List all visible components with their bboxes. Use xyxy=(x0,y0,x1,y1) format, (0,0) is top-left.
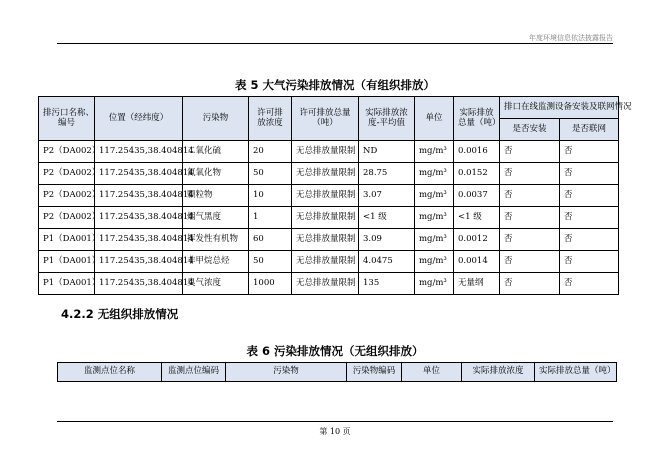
cell-unit: mg/m³ xyxy=(415,185,454,207)
cell-pollutant: 挥发性有机物 xyxy=(183,229,249,251)
cell-outlet: P2（DA002） xyxy=(39,141,95,163)
cell-unit: mg/m³ xyxy=(415,141,454,163)
table-row xyxy=(39,185,619,207)
table-row xyxy=(39,163,619,185)
cell-allowed-total: 无总排放量限制 xyxy=(292,207,359,229)
cell-actual-conc: 4.0475 xyxy=(359,251,415,273)
header-pollutant: 污染物 xyxy=(183,97,249,141)
header-actual-conc: 实际排放浓 度-平均值 xyxy=(359,97,415,141)
footer-rule xyxy=(57,421,613,422)
cell-outlet: P2（DA002） xyxy=(39,185,95,207)
cell-pollutant: 臭气浓度 xyxy=(183,273,249,295)
cell-pollutant: 非甲烷总烃 xyxy=(183,251,249,273)
header-location: 位置（经纬度） xyxy=(95,97,183,141)
cell-unit: mg/m³ xyxy=(415,251,454,273)
cell-allowed-total: 无总排放量限制 xyxy=(292,141,359,163)
cell-networked: 否 xyxy=(560,185,619,207)
cell-allowed-conc: 60 xyxy=(249,229,292,251)
cell-pollutant: 二氧化硫 xyxy=(183,141,249,163)
cell-networked: 否 xyxy=(560,141,619,163)
header-monitor-point-name: 监测点位名称 xyxy=(58,363,162,382)
header-rule xyxy=(57,43,613,44)
cell-unit: mg/m³ xyxy=(415,273,454,295)
cell-allowed-total: 无总排放量限制 xyxy=(292,251,359,273)
cell-actual-total: 0.0012 xyxy=(454,229,500,251)
cell-installed: 否 xyxy=(500,229,560,251)
header-outlet: 排污口名称、 编号 xyxy=(39,97,95,141)
cell-outlet: P2（DA002） xyxy=(39,207,95,229)
cell-installed: 否 xyxy=(500,207,560,229)
cell-networked: 否 xyxy=(560,207,619,229)
cell-outlet: P1（DA001） xyxy=(39,229,95,251)
cell-location: 117.25435,38.404814 xyxy=(95,185,183,207)
cell-location: 117.25435,38.404814 xyxy=(95,273,183,295)
header-networked: 是否联网 xyxy=(560,119,619,141)
cell-allowed-conc: 50 xyxy=(249,251,292,273)
cell-networked: 否 xyxy=(560,163,619,185)
cell-allowed-total: 无总排放量限制 xyxy=(292,163,359,185)
header-pollutant: 污染物 xyxy=(226,363,347,382)
table-row xyxy=(39,207,619,229)
cell-location: 117.25435,38.404814 xyxy=(95,251,183,273)
cell-installed: 否 xyxy=(500,185,560,207)
cell-pollutant: 氮氧化物 xyxy=(183,163,249,185)
cell-location: 117.25435,38.404814 xyxy=(95,163,183,185)
cell-installed: 否 xyxy=(500,251,560,273)
cell-actual-total: 0.0016 xyxy=(454,141,500,163)
cell-pollutant: 颗粒物 xyxy=(183,185,249,207)
cell-unit: mg/m³ xyxy=(415,207,454,229)
header-allowed-total: 许可排放总量 （吨） xyxy=(292,97,359,141)
cell-unit: mg/m³ xyxy=(415,229,454,251)
cell-allowed-conc: 20 xyxy=(249,141,292,163)
table-row xyxy=(39,141,619,163)
cell-actual-conc: <1 级 xyxy=(359,207,415,229)
cell-location: 117.25435,38.404814 xyxy=(95,141,183,163)
header-installed: 是否安装 xyxy=(500,119,560,141)
table5-caption: 表 5 大气污染排放情况（有组织排放） xyxy=(234,78,435,92)
cell-pollutant: 烟气黑度 xyxy=(183,207,249,229)
cell-networked: 否 xyxy=(560,229,619,251)
cell-networked: 否 xyxy=(560,273,619,295)
cell-actual-conc: 28.75 xyxy=(359,163,415,185)
unorganized-emission-table xyxy=(57,362,617,382)
cell-outlet: P1（DA001） xyxy=(39,273,95,295)
header-monitoring: 排口在线监测设备安装及联网情况 xyxy=(500,97,619,119)
cell-actual-total: 无量纲 xyxy=(454,273,500,295)
cell-networked: 否 xyxy=(560,251,619,273)
page-number: 第 10 页 xyxy=(319,427,351,436)
cell-allowed-conc: 1 xyxy=(249,207,292,229)
cell-actual-conc: 3.07 xyxy=(359,185,415,207)
cell-actual-conc: 135 xyxy=(359,273,415,295)
cell-location: 117.25435,38.404814 xyxy=(95,207,183,229)
table6-caption: 表 6 污染排放情况（无组织排放） xyxy=(246,344,424,358)
air-pollution-organized-table xyxy=(38,96,632,295)
cell-unit: mg/m³ xyxy=(415,163,454,185)
table-row xyxy=(39,251,619,273)
cell-actual-total: <1 级 xyxy=(454,207,500,229)
header-actual-conc: 实际排放浓度 xyxy=(462,363,535,382)
header-unit: 单位 xyxy=(415,97,454,141)
cell-allowed-conc: 1000 xyxy=(249,273,292,295)
cell-actual-conc: 3.09 xyxy=(359,229,415,251)
header-monitor-point-code: 监测点位编码 xyxy=(162,363,226,382)
page-header-title: 年度环境信息依法披露报告 xyxy=(529,34,613,42)
cell-allowed-total: 无总排放量限制 xyxy=(292,229,359,251)
section-heading-4-2-2: 4.2.2 无组织排放情况 xyxy=(61,307,179,321)
cell-allowed-total: 无总排放量限制 xyxy=(292,273,359,295)
cell-actual-conc: ND xyxy=(359,141,415,163)
cell-location: 117.25435,38.404814 xyxy=(95,229,183,251)
table-row xyxy=(39,229,619,251)
header-allowed-conc: 许可排 放浓度 xyxy=(249,97,292,141)
cell-installed: 否 xyxy=(500,273,560,295)
cell-outlet: P1（DA001） xyxy=(39,251,95,273)
cell-actual-total: 0.0014 xyxy=(454,251,500,273)
header-actual-total: 实际排放总量（吨） xyxy=(535,363,617,382)
header-actual-total: 实际排放 总量（吨） xyxy=(454,97,500,141)
cell-actual-total: 0.0037 xyxy=(454,185,500,207)
cell-allowed-conc: 50 xyxy=(249,163,292,185)
cell-actual-total: 0.0152 xyxy=(454,163,500,185)
cell-installed: 否 xyxy=(500,163,560,185)
cell-installed: 否 xyxy=(500,141,560,163)
cell-outlet: P2（DA002） xyxy=(39,163,95,185)
header-pollutant-code: 污染物编码 xyxy=(347,363,402,382)
cell-allowed-conc: 10 xyxy=(249,185,292,207)
header-unit: 单位 xyxy=(402,363,462,382)
cell-allowed-total: 无总排放量限制 xyxy=(292,185,359,207)
table-row xyxy=(39,273,619,295)
